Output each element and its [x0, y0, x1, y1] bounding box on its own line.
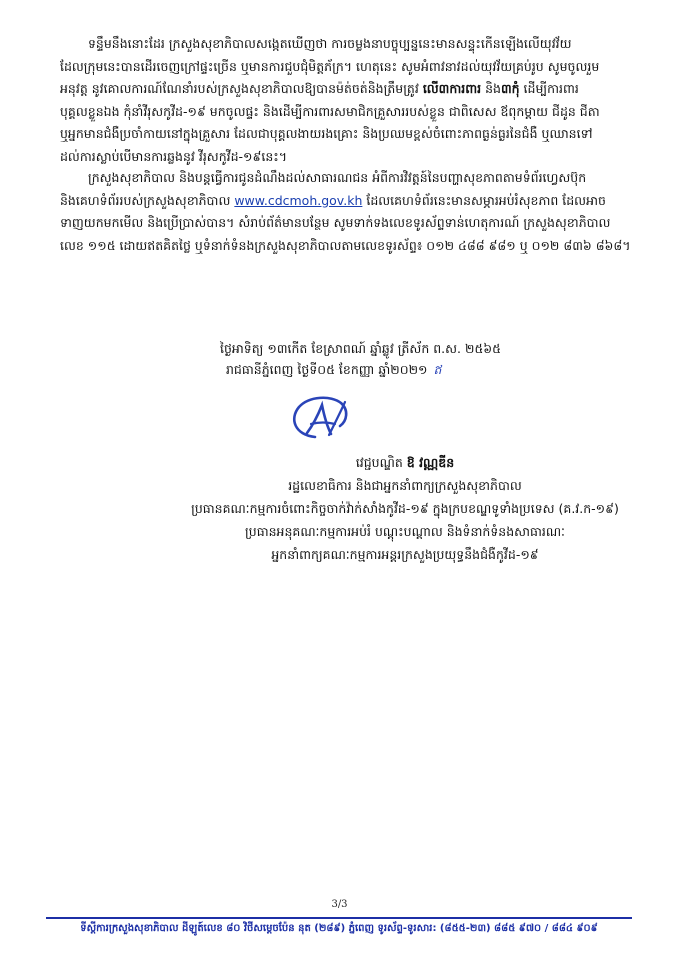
footer-divider [46, 917, 632, 919]
signatory-title: រដ្ឋលេខាធិការ និងជាអ្នកនាំពាក្យក្រសួងសុខាភិបាល [288, 478, 522, 493]
paragraph-line: ដែលក្រុមនេះបានដើរចេញក្រៅផ្ទះច្រើន ឬមានការជួបជុំមិត្តភ័ក្រ។ ហេតុនេះ សូមអំពាវនាវដល់យុវវ័យគ្រប់រូប សូមចូលរួម [60, 58, 600, 74]
paragraph-text: និងគេហទំព័ររបស់ក្រសួងសុខាភិបាល [60, 192, 235, 208]
paragraph-line: បុគ្គលខ្លួនឯង កុំនាំវីរុសកូវីដ-១៩ មកចូលផ្ទះ និងដើម្បីការពារសមាជិកគ្រួសាររបស់ខ្លួន ជាពិសេស ឪពុកម្តាយ ជីដូន ជីតា [60, 103, 600, 119]
paragraph-youth-warning [60, 33, 632, 168]
three-protections-text: លើ៣ការពារ [422, 81, 482, 96]
signature [285, 393, 361, 443]
paragraph-text: ដើម្បីការពារ [519, 81, 579, 96]
paragraph-line: ក្រសួងសុខាភិបាល និងបន្តធ្វើការជូនដំណឹងដល់សាធារណជន អំពីការវិវត្តន៍នៃបញ្ហាសុខភាពតាមទំព័រហ្វេសប៊ុក [88, 170, 587, 185]
paragraph-line: លេខ ១១៥ ដោយឥតគិតថ្លៃ ឬទំនាក់ទំនងក្រសួងសុខាភិបាលតាមលេខទូរស័ព្ទ៖ ០១២ ៤៨៨ ៩៨១ ឬ ០១២ ៨៣៦ ៨៦៨។ [60, 237, 631, 253]
solar-date: រាជធានីភ្នំពេញ ថ្ងៃទី០៥ ខែកញ្ញា ឆ្នាំ២០២១ [226, 362, 428, 377]
page-number: 3/3 [331, 899, 348, 910]
website-link[interactable]: www.cdcmoh.gov.kh [234, 192, 363, 208]
three-donts-text: ៣កុំ [500, 81, 520, 96]
signatory-name-line [170, 451, 640, 474]
signatory-prefix: វេជ្ជបណ្ឌិត [355, 455, 407, 470]
paragraph-line: ទន្ទឹមនឹងនោះដែរ ក្រសួងសុខាភិបាលសង្កេតឃើញថា ការចម្លងនាបច្ចុប្បន្ននេះមានសន្ទុះកើនឡើងលើយុវវ័យ [88, 36, 572, 51]
paragraph-line [60, 78, 632, 101]
date-block [220, 338, 640, 380]
handwritten-mark: ឥ [433, 362, 442, 377]
paragraph-text: ដែលគេហទំព័រនេះមានសម្ភារអប់រំសុខភាព ដែលអាច [362, 192, 606, 208]
paragraph-information-sources [60, 167, 632, 257]
signatory-block [170, 451, 640, 566]
signatory-title: ប្រធានគណៈកម្មការចំពោះកិច្ចចាក់វ៉ាក់សាំងកូវីដ-១៩ ក្នុងក្របខណ្ឌទូទាំងប្រទេស (គ.វ.ក-១៩) [191, 501, 619, 516]
paragraph-line: ដល់ការស្លាប់បើមានការឆ្លងនូវ វីរុសកូវីដ-១៩នេះ។ [60, 148, 287, 164]
paragraph-text: អនុវត្ត នូវគោលការណ៍ណែនាំរបស់ក្រសួងសុខាភិបាលឱ្យបានម៉ត់ចត់និងត្រឹមត្រូវ [60, 81, 423, 96]
paragraph-text: និង [481, 81, 501, 96]
signatory-name: ឱ វណ្ណឌីន [406, 455, 455, 470]
footer-address: ទីស្តីការក្រសួងសុខាភិបាល ដីឡូត៍លេខ ៨០ វិថីសម្តេចប៉ែន នុត (២៨៩) ភ្នំពេញ ទូរស័ព្ទ-ទូរសារ: (៨៥៥-២៣) ៨៨៥ ៩៧០ / ៨៨៤ ៩០៩ [80, 923, 598, 934]
lunar-date: ថ្ងៃអាទិត្យ ១៣កើត ខែស្រាពណ៍ ឆ្នាំឆ្លូវ ត្រីស័ក ព.ស. ២៥៦៥ [220, 341, 501, 356]
paragraph-line: ឬអ្នកមានជំងឺប្រចាំកាយនៅក្នុងគ្រួសារ ដែលជាបុគ្គលងាយរងគ្រោះ និងប្រឈមខ្ពស់ចំពោះភាពធ្ងន់ធ្ងរនៃជំងឺ ឬឈានទៅ [60, 126, 593, 141]
signatory-title: ប្រធានអនុគណៈកម្មការអប់រំ បណ្តុះបណ្តាល និងទំនាក់ទំនងសាធារណៈ [245, 524, 565, 539]
signatory-title: អ្នកនាំពាក្យគណៈកម្មការអន្តរក្រសួងប្រយុទ្ធនឹងជំងឺកូវីដ-១៩ [271, 547, 539, 562]
paragraph-line: ទាញយកមកមើល និងប្រើប្រាស់បាន។ សំរាប់ព័ត៌មានបន្ថែម សូមទាក់ទងលេខទូរស័ព្ទទាន់ហេតុការណ៍ ក្រសួងសុខាភិបាល [60, 215, 611, 230]
paragraph-line [60, 190, 632, 213]
solar-date-line [220, 359, 640, 380]
